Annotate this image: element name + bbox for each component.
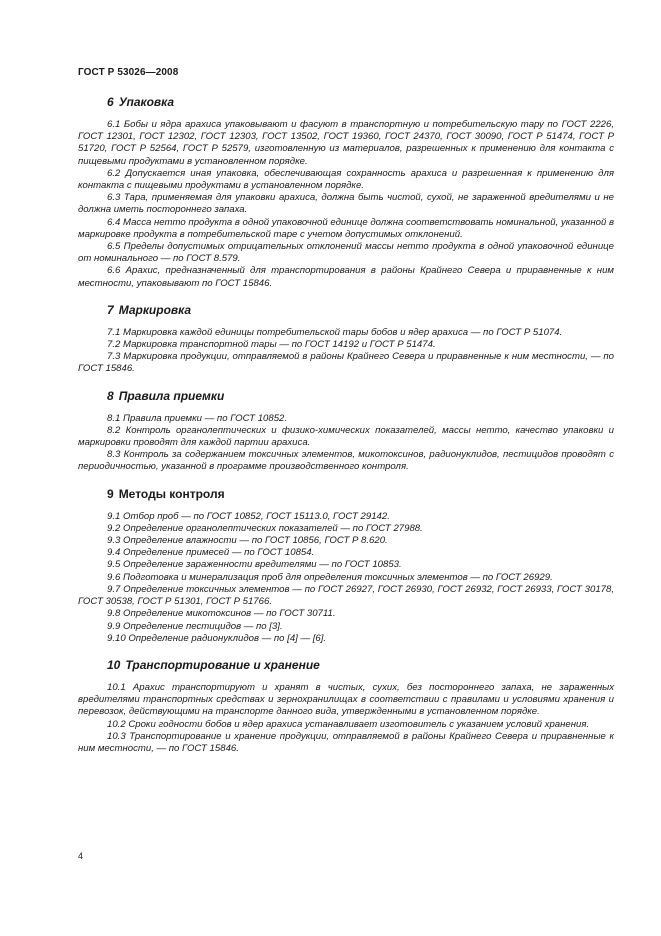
section-number: 6: [107, 95, 114, 109]
section-title: Правила приемки: [118, 388, 225, 403]
section-number: 10: [107, 657, 121, 672]
paragraph: 6.2 Допускается иная упаковка, обеспечивающая сохранность арахиса и разрешенная к применению для контакта с пищевыми продуктами в установленном порядке.: [78, 167, 614, 192]
paragraph: 9.3 Определение влажности — по ГОСТ 10856, ГОСТ Р 8.620.: [107, 535, 388, 547]
paragraph: 10.3 Транспортирование и хранение продукции, отправляемой в районы Крайнего Севера и приравненные к ним местности, — по ГОСТ 15846.: [78, 730, 614, 754]
paragraph: 9.5 Определение зараженности вредителями — по ГОСТ 10853.: [107, 559, 402, 571]
section-title: Транспортирование и хранение: [125, 657, 320, 672]
section-title: Упаковка: [118, 95, 175, 109]
paragraph: 7.1 Маркировка каждой единицы потребительской тары бобов и ядер арахиса — по ГОСТ Р 51074.: [107, 326, 563, 338]
section-marking: [78, 303, 614, 376]
section-number: 9: [107, 486, 114, 501]
paragraph: 9.2 Определение органолептических показателей — по ГОСТ 27988.: [107, 522, 423, 534]
paragraph: 9.7 Определение токсичных элементов — по ГОСТ 26927, ГОСТ 26930, ГОСТ 26932, ГОСТ 26933, ГОСТ 30178, ГОСТ 30538, ГОСТ Р 51301, ГОСТ Р 51766.: [78, 583, 614, 608]
paragraph: 6.5 Пределы допустимых отрицательных отклонений массы нетто продукта в одной упаковочной единице от номинального — по ГОСТ 8.579.: [78, 241, 614, 265]
section-acceptance-rules: [78, 389, 614, 474]
section-title: Маркировка: [118, 302, 192, 317]
paragraph: 9.10 Определение радионуклидов — по [4] — [6].: [107, 632, 327, 644]
paragraph: 7.2 Маркировка транспортной тары — по ГОСТ 14192 и ГОСТ Р 51474.: [107, 339, 436, 351]
section-heading: [107, 303, 614, 317]
paragraph: 8.1 Правила приемки — по ГОСТ 10852.: [107, 412, 288, 424]
section-heading: [107, 95, 614, 109]
section-packaging: [78, 95, 614, 290]
section-control-methods: [78, 487, 614, 645]
section-number: 7: [107, 302, 114, 317]
paragraph: 8.2 Контроль органолептических и физико-химических показателей, массы нетто, качество упаковки и маркировки проводят для каждой партии арахиса.: [78, 424, 614, 449]
paragraph: 8.3 Контроль за содержанием токсичных элементов, микотоксинов, радионуклидов, пестицидов проводят с периодичностью, указанной в программе производственного контроля.: [78, 449, 614, 473]
section-heading: [107, 487, 614, 501]
paragraph: 9.1 Отбор проб — по ГОСТ 10852, ГОСТ 15113.0, ГОСТ 29142.: [107, 510, 390, 522]
paragraph: 10.2 Сроки годности бобов и ядер арахиса устанавливает изготовитель с указанием условий хранения.: [107, 718, 590, 730]
section-heading: [107, 389, 614, 403]
section-number: 8: [107, 388, 114, 403]
section-transport-storage: [78, 658, 614, 755]
document-header: ГОСТ Р 53026—2008: [78, 67, 179, 78]
paragraph: 6.4 Масса нетто продукта в одной упаковочной единице должна соответствовать номинальной, указанной в маркировке продукта в потребительской таре с учетом допустимых отклонений.: [78, 216, 614, 240]
paragraph: 6.3 Тара, применяемая для упаковки арахиса, должна быть чистой, сухой, не зараженной вредителями и не должна иметь постороннего запаха.: [78, 192, 614, 216]
paragraph: 9.8 Определение микотоксинов — по ГОСТ 30711.: [107, 608, 336, 620]
section-heading: [107, 658, 614, 672]
paragraph: 6.6 Арахис, предназначенный для транспортирования в районы Крайнего Севера и приравненные к ним местности, упаковывают по ГОСТ 15846.: [78, 265, 614, 289]
paragraph: 7.3 Маркировка продукции, отправляемой в районы Крайнего Севера и приравненные к ним местности, — по ГОСТ 15846.: [78, 351, 614, 375]
paragraph: 9.4 Определение примесей — по ГОСТ 10854.: [107, 547, 315, 559]
paragraph: 6.1 Бобы и ядра арахиса упаковывают и фасуют в транспортную и потребительскую тару по ГОСТ 2226, ГОСТ 12301, ГОСТ 12302, ГОСТ 12303, ГОСТ 13502, ГОСТ 19360, ГОСТ 24370, ГОСТ 30090, ГОСТ Р 51474, ГОСТ Р 51720, ГОСТ Р 52564, ГОСТ Р 52579, изготовленную из материалов, разрешенных к применению для контакта с пищевыми продуктами в установленном порядке.: [78, 119, 614, 167]
section-title: Методы контроля: [118, 486, 225, 501]
paragraph: 9.9 Определение пестицидов — по [3].: [107, 620, 283, 632]
page-number: 4: [78, 851, 84, 861]
paragraph: 10.1 Арахис транспортируют и хранят в чистых, сухих, без постороннего запаха, не зараженных вредителями транспортных средствах и зернохранилищах в соответствии с правилами и условиями хранения и перевозок, действующими на транспорте данного вида, утвержденными в установленном порядке.: [78, 681, 614, 718]
paragraph: 9.6 Подготовка и минерализация проб для определения токсичных элементов — по ГОСТ 26929.: [107, 571, 553, 583]
document-body: [78, 95, 614, 755]
